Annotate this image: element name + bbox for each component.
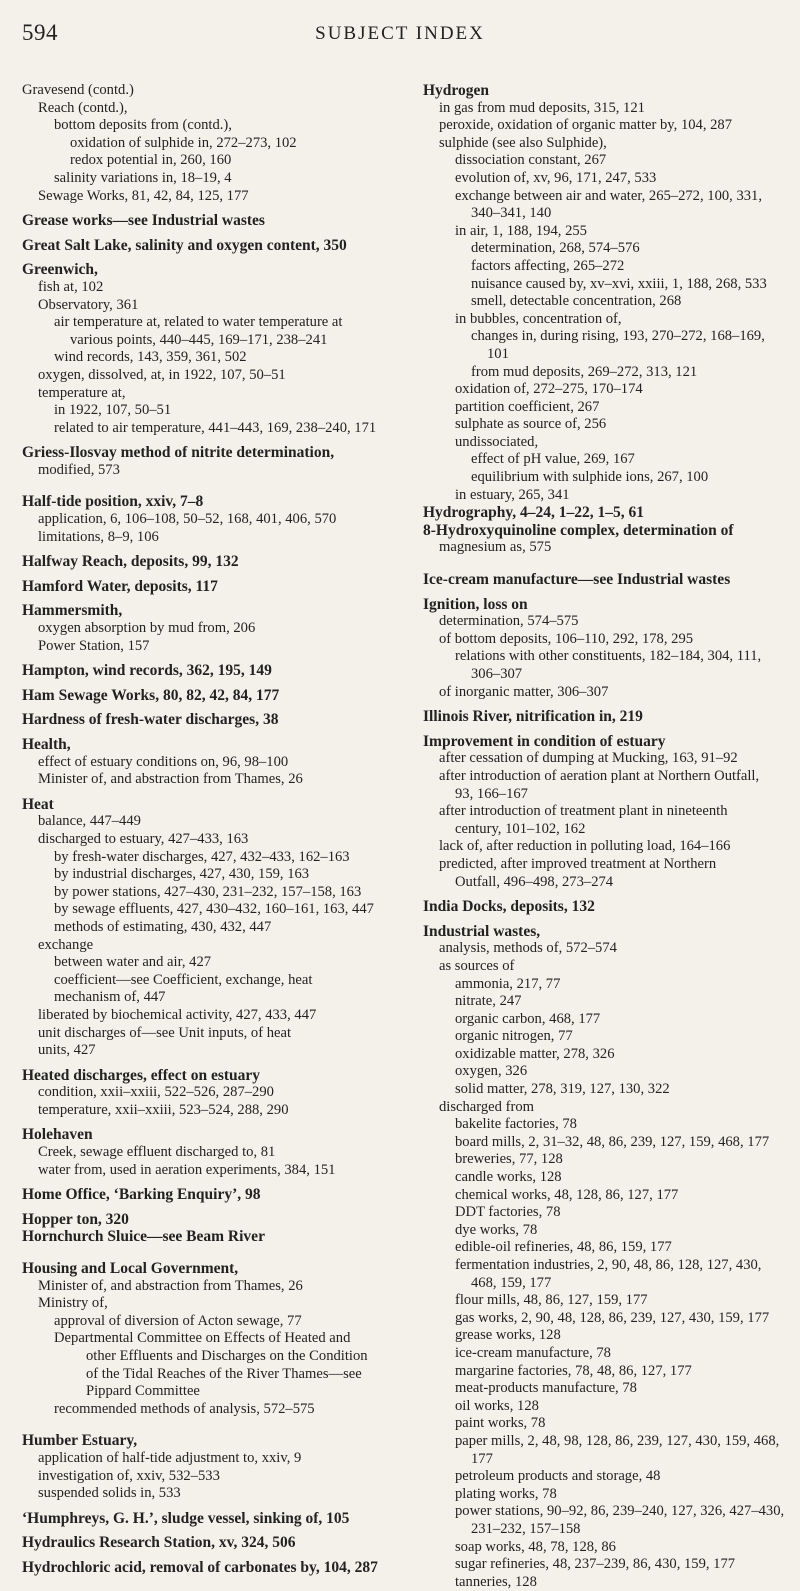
index-subentry: dissociation constant, 267 — [455, 152, 607, 169]
index-subentry: as sources of — [439, 957, 515, 974]
index-subentry: gas works, 2, 90, 48, 128, 86, 239, 127, 430, 159, 177 — [455, 1309, 770, 1326]
index-column-left — [22, 82, 394, 1577]
index-subentry: in bubbles, concentration of, — [455, 310, 622, 327]
index-subentry: evolution of, xv, 96, 171, 247, 533 — [455, 169, 657, 186]
index-subentry: magnesium as, 575 — [439, 539, 552, 556]
page-header — [0, 20, 800, 50]
index-subentry: discharged to estuary, 427–433, 163 — [38, 830, 249, 847]
index-subentry: margarine factories, 78, 48, 86, 127, 177 — [455, 1362, 692, 1379]
index-heading: Health, — [22, 736, 71, 753]
entry-spacer — [423, 916, 795, 923]
index-heading: ‘Humphreys, G. H.’, sludge vessel, sinking of, 105 — [22, 1509, 350, 1527]
entry-spacer — [22, 1253, 394, 1260]
index-subentry: by power stations, 427–430, 231–232, 157–158, 163 — [54, 883, 362, 900]
index-subentry: investigation of, xxiv, 532–533 — [38, 1467, 220, 1484]
index-heading: Illinois River, nitrification in, 219 — [423, 708, 643, 726]
index-subentry: determination, 268, 574–576 — [471, 240, 640, 257]
index-subentry: temperature, xxii–xxiii, 523–524, 288, 290 — [38, 1101, 289, 1118]
index-subentry: related to air temperature, 441–443, 169, 238–240, 171 — [54, 419, 377, 436]
index-subentry: Pippard Committee — [86, 1383, 200, 1400]
entry-spacer — [22, 1503, 394, 1510]
index-subentry: grease works, 128 — [455, 1327, 561, 1344]
index-subentry: Minister of, and abstraction from Thames, 26 — [38, 1277, 303, 1294]
entry-spacer — [22, 205, 394, 212]
entry-spacer — [22, 571, 394, 578]
index-subentry: fermentation industries, 2, 90, 48, 86, 128, 127, 430, — [455, 1257, 762, 1273]
index-subentry: Reach (contd.), — [38, 99, 128, 116]
index-subentry: 231–232, 157–158 — [471, 1520, 581, 1537]
index-subentry: bakelite factories, 78 — [455, 1116, 577, 1133]
index-subentry: Minister of, and abstraction from Thames, 26 — [38, 771, 303, 788]
index-subentry: changes in, during rising, 193, 270–272, 168–169, — [471, 328, 765, 345]
index-subentry: oxidation of, 272–275, 170–174 — [455, 381, 643, 398]
index-subentry: salinity variations in, 18–19, 4 — [54, 169, 232, 186]
index-heading: Hydrogen — [423, 82, 490, 99]
index-subentry: after cessation of dumping at Mucking, 163, 91–92 — [439, 750, 738, 767]
index-heading: Housing and Local Government, — [22, 1260, 239, 1278]
index-subentry: sugar refineries, 48, 237–239, 86, 430, 159, 177 — [455, 1556, 736, 1573]
entry-spacer — [22, 1552, 394, 1559]
index-subentry: unit discharges of—see Unit inputs, of heat — [38, 1024, 292, 1041]
index-subentry: 93, 166–167 — [455, 785, 528, 802]
index-subentry: soap works, 48, 78, 128, 86 — [455, 1538, 616, 1555]
entry-spacer — [423, 589, 795, 596]
index-subentry: plating works, 78 — [455, 1485, 557, 1502]
index-subentry: application, 6, 106–108, 50–52, 168, 401, 406, 570 — [38, 511, 337, 528]
index-subentry: oxidizable matter, 278, 326 — [455, 1045, 615, 1062]
index-subentry: condition, xxii–xxiii, 522–526, 287–290 — [38, 1084, 274, 1101]
index-subentry: petroleum products and storage, 48 — [455, 1468, 661, 1485]
index-subentry: Outfall, 496–498, 273–274 — [455, 873, 614, 890]
index-subentry: predicted, after improved treatment at Northern — [439, 855, 717, 872]
entry-spacer — [22, 486, 394, 493]
index-heading: Half-tide position, xxiv, 7–8 — [22, 493, 204, 511]
index-subentry: edible-oil refineries, 48, 86, 159, 177 — [455, 1239, 672, 1256]
index-subentry: 468, 159, 177 — [471, 1274, 552, 1291]
index-subentry: 101 — [487, 345, 509, 362]
index-heading: Greenwich, — [22, 261, 98, 279]
index-heading: Hydraulics Research Station, xv, 324, 506 — [22, 1534, 296, 1552]
index-subentry: exchange — [38, 936, 94, 953]
index-subentry: DDT factories, 78 — [455, 1204, 561, 1221]
index-heading: Ice-cream manufacture—see Industrial wastes — [423, 571, 731, 589]
index-heading: Hydrography, 4–24, 1–22, 1–5, 61 — [423, 504, 645, 522]
index-subentry: 177 — [471, 1450, 493, 1467]
index-subentry: Power Station, 157 — [38, 637, 150, 654]
index-subentry: factors affecting, 265–272 — [471, 257, 625, 274]
index-subentry: in air, 1, 188, 194, 255 — [455, 222, 587, 239]
index-subentry: units, 427 — [38, 1042, 96, 1059]
index-heading: Ignition, loss on — [423, 595, 528, 613]
index-subentry: modified, 573 — [38, 461, 120, 478]
index-subentry: in gas from mud deposits, 315, 121 — [439, 99, 645, 116]
index-subentry: of the Tidal Reaches of the River Thames—see — [86, 1365, 362, 1382]
index-subentry: methods of estimating, 430, 432, 447 — [54, 918, 272, 935]
index-subentry: oil works, 128 — [455, 1397, 539, 1414]
entry-spacer — [22, 1204, 394, 1211]
entry-spacer — [423, 701, 795, 708]
index-subentry: effect of pH value, 269, 167 — [471, 451, 635, 468]
index-subentry: ammonia, 217, 77 — [455, 975, 561, 992]
index-subentry: peroxide, oxidation of organic matter by, 104, 287 — [439, 117, 733, 134]
index-subentry: by sewage effluents, 427, 430–432, 160–161, 163, 447 — [54, 901, 374, 918]
index-heading: Hydrochloric acid, removal of carbonates by, 104, 287 — [22, 1558, 378, 1576]
index-subentry: by fresh-water discharges, 427, 432–433, 162–163 — [54, 848, 350, 865]
entry-spacer — [423, 557, 795, 564]
index-subentry: analysis, methods of, 572–574 — [439, 940, 617, 957]
entry-spacer — [22, 1119, 394, 1126]
index-subentry: temperature at, — [38, 384, 126, 401]
index-subentry: of inorganic matter, 306–307 — [439, 683, 609, 700]
index-subentry: from mud deposits, 269–272, 313, 121 — [471, 363, 698, 380]
entry-spacer — [22, 1418, 394, 1425]
index-heading: Improvement in condition of estuary — [423, 732, 666, 750]
index-heading: Holehaven — [22, 1126, 93, 1144]
index-subentry: discharged from — [439, 1098, 534, 1115]
index-subentry: sulphate as source of, 256 — [455, 416, 607, 433]
index-subentry: application of half-tide adjustment to, xxiv, 9 — [38, 1449, 302, 1466]
index-subentry: breweries, 77, 128 — [455, 1151, 563, 1168]
index-subentry: water from, used in aeration experiments, 384, 151 — [38, 1161, 336, 1178]
index-subentry: suspended solids in, 533 — [38, 1485, 181, 1502]
index-subentry: board mills, 2, 31–32, 48, 86, 239, 127, 159, 468, 177 — [455, 1133, 770, 1150]
index-heading: Grease works—see Industrial wastes — [22, 212, 265, 230]
entry-spacer — [22, 1060, 394, 1067]
index-subentry: wind records, 143, 359, 361, 502 — [54, 349, 247, 366]
index-heading: Ham Sewage Works, 80, 82, 42, 84, 177 — [22, 686, 280, 704]
index-subentry: 340–341, 140 — [471, 205, 552, 222]
index-heading: Great Salt Lake, salinity and oxygen content, 350 — [22, 236, 347, 254]
index-subentry: balance, 447–449 — [38, 813, 141, 830]
index-subentry: sulphide (see also Sulphide), — [439, 134, 607, 151]
index-subentry: organic carbon, 468, 177 — [455, 1010, 601, 1027]
index-subentry: ice-cream manufacture, 78 — [455, 1344, 611, 1361]
index-subentry: oxygen absorption by mud from, 206 — [38, 620, 256, 637]
page-number: 594 — [22, 20, 58, 45]
entry-spacer — [22, 1527, 394, 1534]
entry-spacer — [423, 891, 795, 898]
index-heading: Griess-Ilosvay method of nitrite determination, — [22, 444, 335, 462]
index-subentry: by industrial discharges, 427, 430, 159, 163 — [54, 866, 310, 883]
index-heading: Hornchurch Sluice—see Beam River — [22, 1228, 265, 1246]
index-subentry: effect of estuary conditions on, 96, 98–100 — [38, 753, 289, 770]
entry-spacer — [22, 1425, 394, 1432]
entry-spacer — [22, 254, 394, 261]
index-subentry: of bottom deposits, 106–110, 292, 178, 295 — [439, 630, 694, 647]
index-heading: Hardness of fresh-water discharges, 38 — [22, 711, 279, 729]
index-heading: Hamford Water, deposits, 117 — [22, 577, 218, 595]
index-subentry: liberated by biochemical activity, 427, 433, 447 — [38, 1006, 317, 1023]
index-subentry: air temperature at, related to water temperature at — [54, 314, 343, 331]
index-heading: Heat — [22, 795, 54, 813]
index-subentry: paint works, 78 — [455, 1415, 546, 1432]
entry-spacer — [22, 595, 394, 602]
index-subentry: in 1922, 107, 50–51 — [54, 402, 172, 419]
index-subentry: power stations, 90–92, 86, 239–240, 127, 326, 427–430, — [455, 1503, 785, 1520]
index-heading: 8-Hydroxyquinoline complex, determination of — [423, 521, 734, 539]
index-heading: Hampton, wind records, 362, 195, 149 — [22, 662, 272, 680]
index-subentry: limitations, 8–9, 106 — [38, 528, 159, 545]
index-heading: Humber Estuary, — [22, 1432, 138, 1450]
index-subentry: relations with other constituents, 182–184, 304, 111, — [455, 648, 762, 665]
index-subentry: between water and air, 427 — [54, 954, 212, 971]
entry-spacer — [423, 564, 795, 571]
index-subentry: 306–307 — [471, 666, 523, 682]
index-subentry: bottom deposits from (contd.), — [54, 117, 232, 134]
index-heading: Heated discharges, effect on estuary — [22, 1066, 261, 1084]
entry-spacer — [22, 437, 394, 444]
entry-spacer — [22, 704, 394, 711]
index-subentry: meat-products manufacture, 78 — [455, 1380, 637, 1397]
index-subentry: in estuary, 265, 341 — [455, 486, 570, 503]
index-subentry: fish at, 102 — [38, 278, 104, 295]
index-subentry: Ministry of, — [38, 1295, 108, 1312]
index-heading: Halfway Reach, deposits, 99, 132 — [22, 553, 239, 571]
index-subentry: lack of, after reduction in polluting load, 164–166 — [439, 838, 731, 855]
index-subentry: redox potential in, 260, 160 — [70, 152, 232, 169]
index-subentry: organic nitrogen, 77 — [455, 1028, 573, 1045]
entry-spacer — [22, 1179, 394, 1186]
index-subentry: oxygen, 326 — [455, 1063, 528, 1080]
index-subentry: other Effluents and Discharges on the Condition — [86, 1348, 368, 1364]
index-subentry: nuisance caused by, xv–xvi, xxiii, 1, 188, 268, 533 — [471, 275, 767, 292]
index-subentry: exchange between air and water, 265–272, 100, 331, — [455, 187, 762, 204]
index-subentry: solid matter, 278, 319, 127, 130, 322 — [455, 1081, 670, 1098]
index-subentry: partition coefficient, 267 — [455, 398, 600, 415]
index-heading: Home Office, ‘Barking Enquiry’, 98 — [22, 1186, 261, 1204]
index-column-right — [423, 82, 795, 1591]
entry-spacer — [423, 726, 795, 733]
index-subentry: Sewage Works, 81, 42, 84, 125, 177 — [38, 187, 249, 204]
entry-spacer — [22, 729, 394, 736]
index-subentry: Creek, sewage effluent discharged to, 81 — [38, 1144, 276, 1161]
index-subentry: determination, 574–575 — [439, 613, 579, 630]
index-subentry: Departmental Committee on Effects of Heated and — [54, 1330, 351, 1347]
index-subentry: various points, 440–445, 169–171, 238–241 — [70, 331, 328, 348]
index-subentry: Gravesend (contd.) — [22, 82, 134, 98]
index-subentry: after introduction of aeration plant at Northern Outfall, — [439, 767, 760, 784]
entry-spacer — [22, 230, 394, 237]
index-subentry: chemical works, 48, 128, 86, 127, 177 — [455, 1186, 679, 1203]
index-subentry: nitrate, 247 — [455, 993, 522, 1010]
index-subentry: smell, detectable concentration, 268 — [471, 293, 682, 310]
index-subentry: candle works, 128 — [455, 1169, 562, 1186]
entry-spacer — [22, 680, 394, 687]
index-subentry: flour mills, 48, 86, 127, 159, 177 — [455, 1292, 648, 1309]
index-subentry: century, 101–102, 162 — [455, 820, 586, 837]
index-subentry: dye works, 78 — [455, 1221, 538, 1238]
index-subentry: recommended methods of analysis, 572–575 — [54, 1400, 315, 1417]
entry-spacer — [22, 789, 394, 796]
index-heading: Industrial wastes, — [423, 922, 541, 940]
entry-spacer — [22, 546, 394, 553]
index-subentry: equilibrium with sulphide ions, 267, 100 — [471, 469, 709, 486]
index-heading: Hammersmith, — [22, 602, 123, 620]
index-heading: India Docks, deposits, 132 — [423, 898, 595, 916]
index-subentry: approval of diversion of Acton sewage, 77 — [54, 1312, 302, 1329]
running-head: SUBJECT INDEX — [315, 23, 485, 44]
index-subentry: Observatory, 361 — [38, 296, 139, 313]
index-subentry: after introduction of treatment plant in nineteenth — [439, 803, 728, 820]
entry-spacer — [22, 479, 394, 486]
index-subentry: undissociated, — [455, 433, 539, 450]
index-subentry: mechanism of, 447 — [54, 989, 166, 1006]
index-subentry: oxygen, dissolved, at, in 1922, 107, 50–51 — [38, 366, 286, 383]
index-subentry: oxidation of sulphide in, 272–273, 102 — [70, 134, 297, 151]
index-subentry: paper mills, 2, 48, 98, 128, 86, 239, 127, 430, 159, 468, — [455, 1432, 780, 1449]
index-heading: Hopper ton, 320 — [22, 1210, 129, 1228]
entry-spacer — [22, 1246, 394, 1253]
index-subentry: tanneries, 128 — [455, 1573, 537, 1590]
index-subentry: coefficient—see Coefficient, exchange, heat — [54, 971, 313, 988]
entry-spacer — [22, 655, 394, 662]
